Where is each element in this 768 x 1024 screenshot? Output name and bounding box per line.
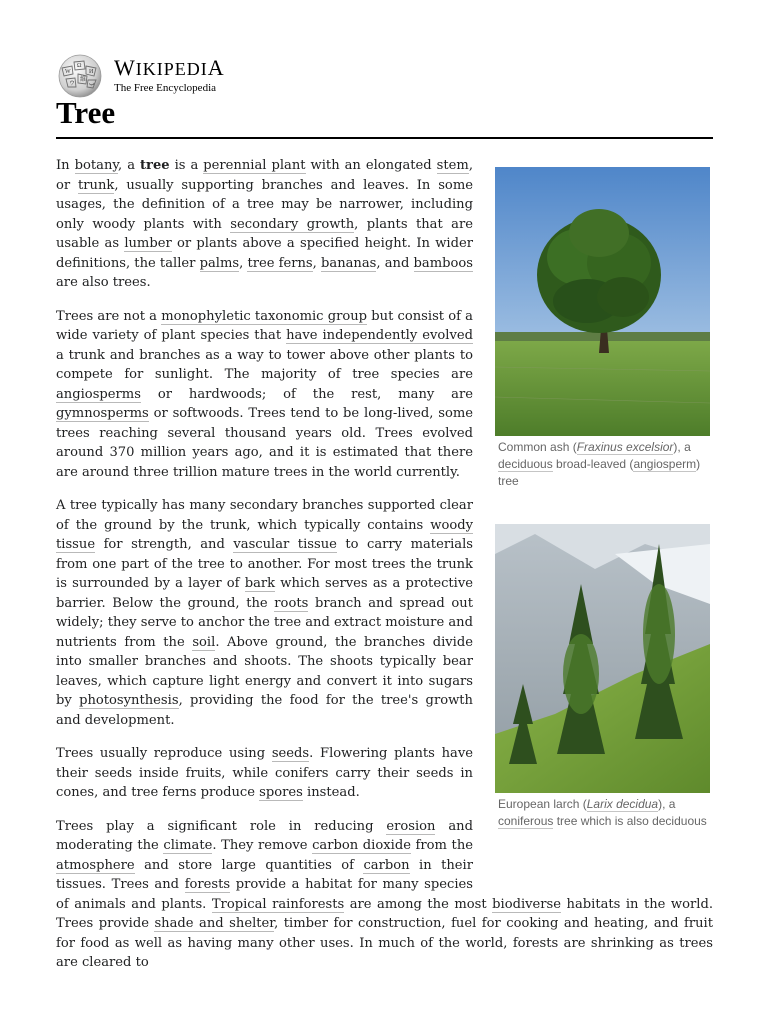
figure-common-ash: [495, 167, 710, 490]
link-shade-and-shelter[interactable]: shade and shelter: [154, 916, 275, 931]
link-fraxinus-excelsior[interactable]: Fraxinus excelsior: [576, 440, 674, 454]
wikipedia-wordmark[interactable]: [114, 56, 225, 95]
link-seeds[interactable]: seeds: [271, 746, 310, 761]
paragraph-structure: A tree typically has many secondary branches supported clear of the ground by the trunk, which typically contains woody tissue for strength, and vascular tissue to carry materials from one part of the tree to another. For most trees the trunk is surrounded by a layer of bark which serves as a protective barrier. Below the ground, the roots branch and spread out widely; they serve to anchor the tree and extract moisture and nutrients from the soil. Above ground, the branches divide into smaller branches and shoots. The shoots typically bear leaves, which capture light energy and convert it into sugars by photosynthesis, providing the food for the tree's growth and development.: [56, 498, 474, 728]
caption-common-ash: Common ash (Fraxinus excelsior), a deciduous broad-leaved (angiosperm) tree: [498, 440, 701, 488]
paragraph-reproduction: Trees usually reproduce using seeds. Flowering plants have their seeds inside fruits, while conifers carry their seeds in cones, and tree ferns produce spores instead.: [56, 746, 473, 800]
link-secondary-growth[interactable]: secondary growth: [230, 216, 355, 232]
svg-text:ウ: ウ: [69, 81, 76, 87]
svg-text:ب: ب: [89, 81, 95, 87]
paragraph-intro: In botany, a tree is a perennial plant with an elongated stem, or trunk, usually supporting branches and leaves. In some usages, the definition of a tree may be narrower, including only woody plants with secondary growth, plants that are usable as lumber or plants above a specified height. In wider definitions, the taller palms, tree ferns, bananas, and bamboos are also trees.: [56, 158, 474, 290]
link-biodiverse[interactable]: biodiverse: [492, 896, 562, 912]
link-stem[interactable]: stem: [436, 158, 469, 173]
link-climate[interactable]: climate: [163, 838, 213, 853]
svg-text:維: 維: [80, 77, 87, 83]
link-bamboos[interactable]: bamboos: [413, 255, 474, 271]
page-title: Tree: [56, 93, 713, 139]
link-bark[interactable]: bark: [244, 576, 276, 591]
link-photosynthesis[interactable]: photosynthesis: [79, 693, 179, 708]
link-carbon-dioxide[interactable]: carbon dioxide: [312, 838, 411, 853]
link-botany[interactable]: botany: [74, 158, 119, 173]
site-tagline: The Free Encyclopedia: [114, 82, 217, 94]
caption-european-larch: European larch (Larix decidua), a coniferous tree which is also deciduous: [498, 797, 707, 828]
common-ash-photo[interactable]: [495, 167, 710, 436]
link-woody-tissue[interactable]: woody tissue: [56, 517, 473, 552]
link-deciduous[interactable]: deciduous: [498, 457, 553, 471]
svg-text:Ω: Ω: [77, 63, 82, 69]
link-gymnosperms[interactable]: gymnosperms: [56, 406, 149, 421]
link-coniferous[interactable]: coniferous: [498, 814, 554, 828]
link-monophyletic-taxonomic-group[interactable]: monophyletic taxonomic group: [161, 308, 368, 324]
link-tree-ferns[interactable]: tree ferns: [247, 255, 313, 271]
svg-text:W: W: [65, 69, 71, 75]
link-angiosperm[interactable]: angiosperm: [633, 457, 697, 471]
paragraph-ecology: Trees play a significant role in reducing erosion and moderating the climate. They remove carbon dioxide from the atmosphere and store large quantities of carbon in their tissues. Trees and forests provide a habitat for many species of animals and plants. Tropical rainforests are among the most biodiverse habitats in the world. Trees provide shade and shelter, timber for construction, fuel for cooking and heating, and fruit for food as well as having many other uses. In much of the world, forests are shrinking as trees are cleared to: [56, 818, 713, 970]
link-tropical-rainforests[interactable]: Tropical rainforests: [211, 896, 345, 912]
bold-term-tree: tree: [140, 158, 170, 173]
link-palms[interactable]: palms: [199, 255, 240, 271]
european-larch-photo[interactable]: [495, 524, 710, 793]
link-soil[interactable]: soil: [192, 634, 216, 650]
link-atmosphere[interactable]: atmosphere: [56, 857, 135, 873]
figure-european-larch: [495, 524, 710, 830]
link-angiosperms[interactable]: angiosperms: [56, 386, 141, 402]
link-roots[interactable]: roots: [274, 595, 309, 611]
link-carbon[interactable]: carbon: [363, 857, 410, 873]
link-erosion[interactable]: erosion: [386, 818, 436, 834]
link-forests[interactable]: forests: [184, 877, 231, 892]
link-trunk[interactable]: trunk: [78, 177, 115, 193]
paragraph-taxonomy: Trees are not a monophyletic taxonomic group but consist of a wide variety of plant species that have independently evolved a trunk and branches as a way to tower above other plants to compete for sunlight. The majority of tree species are angiosperms or hardwoods; of the rest, many are gymnosperms or softwoods. Trees tend to be long-lived, some trees reaching several thousand years old. Trees evolved around 370 million years ago, and it is estimated that there are around three trillion mature trees in the world currently.: [56, 308, 473, 480]
wikipedia-globe-logo[interactable]: [56, 54, 104, 98]
svg-text:И: И: [89, 69, 94, 75]
link-bananas[interactable]: bananas: [321, 255, 377, 271]
site-name: WIKIPEDIA: [114, 55, 225, 80]
link-lumber[interactable]: lumber: [124, 236, 172, 251]
link-independently-evolved[interactable]: have independently evolved: [286, 328, 473, 343]
link-larix-decidua[interactable]: Larix decidua: [586, 797, 659, 811]
link-spores[interactable]: spores: [259, 785, 303, 800]
link-vascular-tissue[interactable]: vascular tissue: [233, 537, 337, 552]
link-perennial-plant[interactable]: perennial plant: [203, 158, 306, 173]
